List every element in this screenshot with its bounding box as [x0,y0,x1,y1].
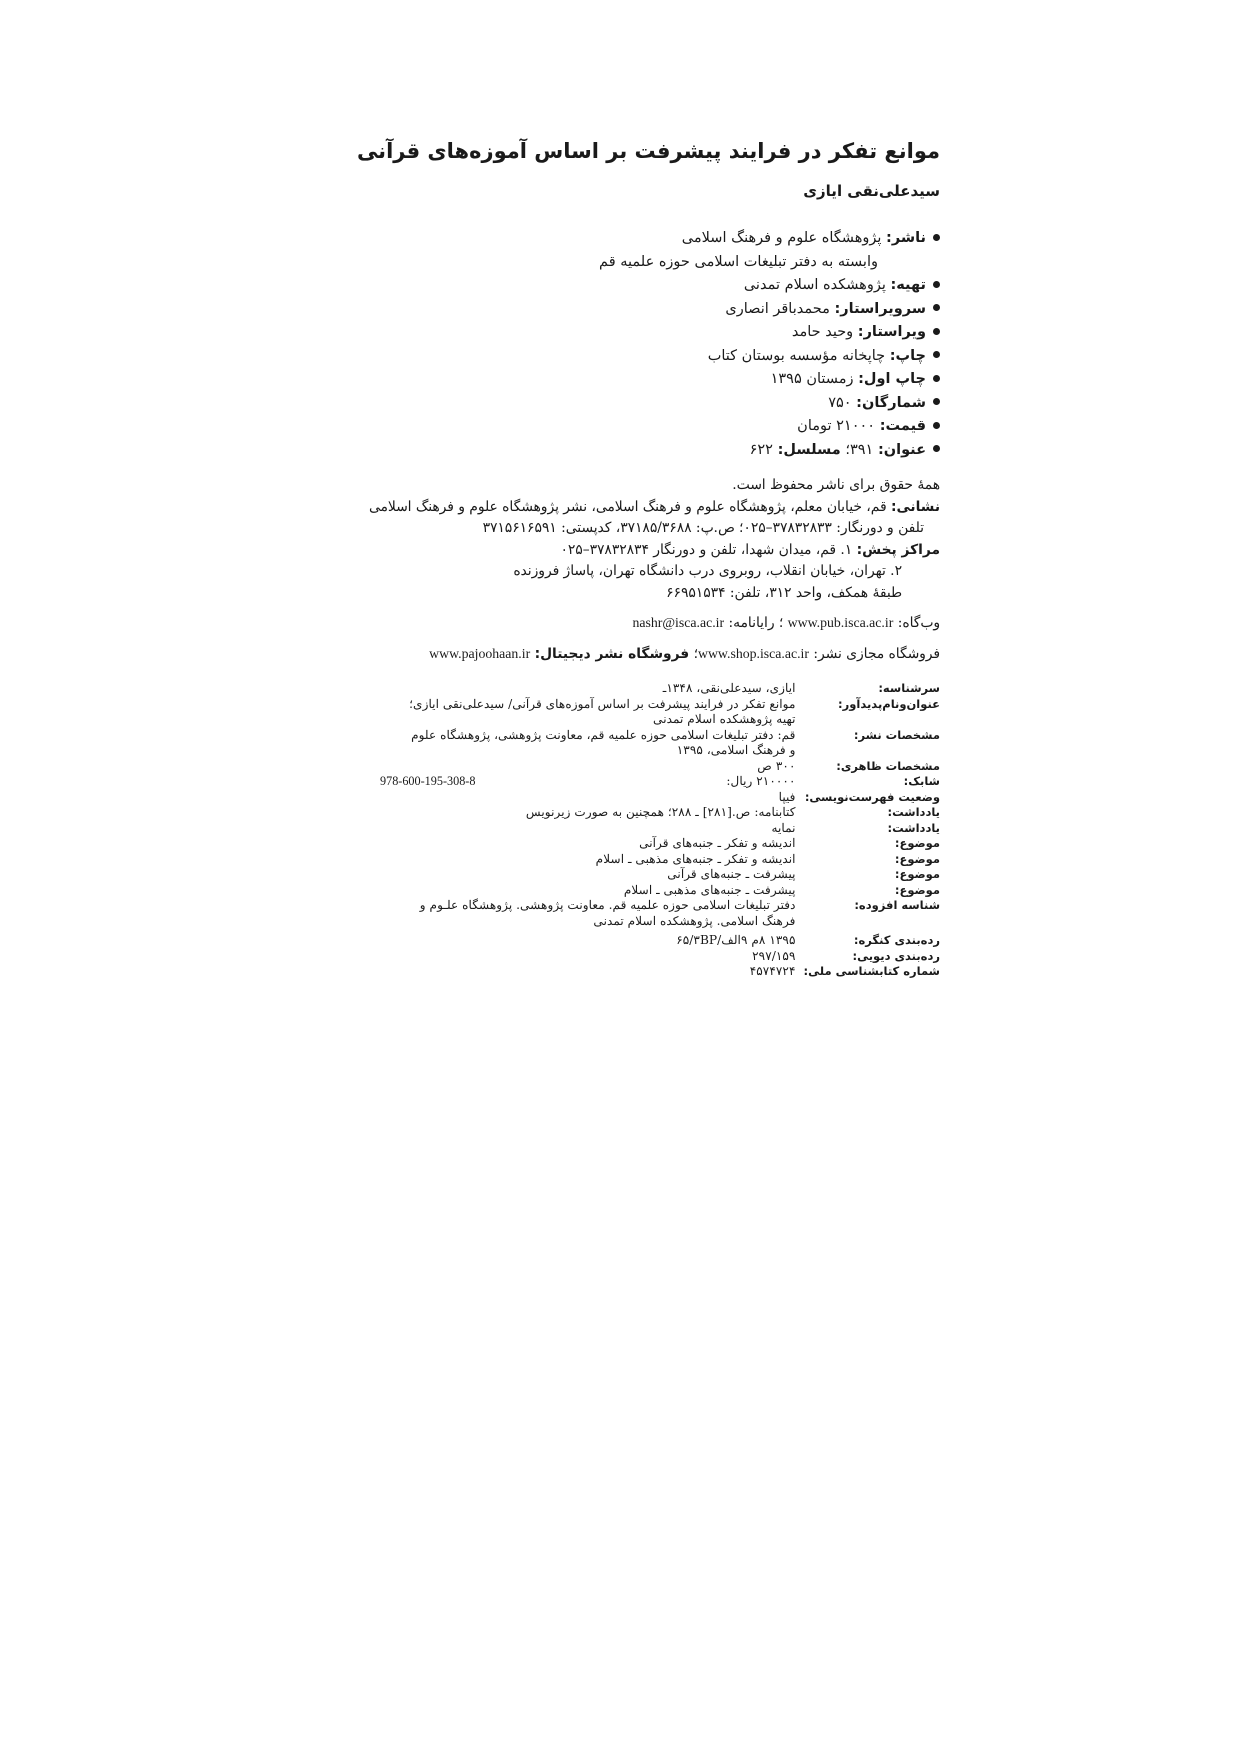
catalog-value-line: ۱۳۹۵ ۸م ۹الف/۶۵/۳BP [676,933,796,947]
catalog-value [380,759,804,775]
catalog-value [380,836,804,852]
bullet-icon [933,328,940,335]
isbn-value: 978-600-195-308-8 [380,774,476,788]
bullet-icon [933,304,940,311]
bullet-icon [933,375,940,382]
catalog-row [380,929,940,949]
catalog-value [380,883,804,899]
catalog-value-line: و فرهنگ اسلامی، ۱۳۹۵ [676,743,796,757]
catalog-row [380,867,940,883]
catalog-key: رده‌بندی کنگره: [853,933,940,947]
catalog-row [380,728,940,759]
imprint-number: عنوان: ۳۹۱؛ مسلسل: ۶۲۲ [420,439,940,463]
catalog-value [380,852,804,868]
website-line: وب‌گاه: www.pub.isca.ac.ir ؛ رایانامه: nashr@isca.ac.ir [632,615,940,631]
book-title: موانع تفکر در فرایند پیشرفت بر اساس آموزه‌های قرآنی [356,139,940,163]
catalog-key: شابک: [903,774,940,788]
catalog-value-line: ۴۵۷۴۷۲۴ [749,964,796,978]
catalog-value [380,867,804,883]
shop-line: فروشگاه مجازی نشر: www.shop.isca.ac.ir؛ فروشگاه نشر دیجیتال: www.pajoohaan.ir [429,645,940,662]
catalog-key: موضوع: [894,867,940,881]
cataloging-table [380,681,940,980]
imprint-chief-editor: سرویراستار: محمدباقر انصاری [420,298,940,322]
imprint-list [420,227,940,462]
catalog-row [380,774,940,790]
catalog-value-line: تهیه پژوهشکده اسلام تمدنی [653,712,796,726]
catalog-value-line: اندیشه و تفکر ـ جنبه‌های مذهبی ـ اسلام [595,851,796,866]
bullet-icon [933,234,940,241]
catalog-key: شناسه افزوده: [854,898,940,912]
bullet-icon [933,351,940,358]
catalog-value-line: موانع تفکر در فرایند پیشرفت بر اساس آموزه‌های قرآنی/ سیدعلی‌نقی ایازی؛ [409,696,796,711]
bullet-icon [933,281,940,288]
catalog-value [380,964,804,980]
catalog-value [380,774,804,790]
bullet-icon [933,422,940,429]
catalog-key: مشخصات ظاهری: [836,758,940,773]
imprint-editor: ویراستار: وحید حامد [420,321,940,345]
catalog-value [380,805,804,821]
rights-reserved: همهٔ حقوق برای ناشر محفوظ است. [732,477,940,493]
catalog-value-line: دفتر تبلیغات اسلامی حوزه علمیه قم. معاونت پژوهشی. پژوهشگاه علـوم و [419,898,796,912]
imprint-publisher: ناشر: پژوهشگاه علوم و فرهنگ اسلامی [420,227,940,251]
catalog-key: وضعیت فهرست‌نویسی: [804,789,940,804]
imprint-first-print: چاپ اول: زمستان ۱۳۹۵ [420,368,940,392]
book-author: سیدعلی‌نقی ایازی [803,182,940,200]
catalog-value [380,728,804,759]
address-line: نشانی: قم، خیابان معلم، پژوهشگاه علوم و فرهنگ اسلامی، نشر پژوهشگاه علوم و فرهنگ اسلامی [368,498,940,515]
catalog-value [380,790,804,806]
catalog-value [380,697,804,728]
catalog-key: مشخصات نشر: [853,727,940,742]
catalog-row [380,949,940,965]
distribution-line: مراکز پخش: ۱. قم، میدان شهدا، تلفن و دورنگار ۳۷۸۳۲۸۳۴–۰۲۵ [560,541,940,558]
imprint-price: قیمت: ۲۱۰۰۰ تومان [420,415,940,439]
catalog-value-line: ۲۹۷/۱۵۹ [752,948,796,963]
catalog-value-line: کتابنامه: ص.[۲۸۱] ـ ۲۸۸؛ همچنین به صورت زیرنویس [525,805,796,819]
imprint-publisher-affiliation: وابسته به دفتر تبلیغات اسلامی حوزه علمیه قم [599,253,878,270]
distribution-line-2: ۲. تهران، خیابان انقلاب، روبروی درب دانشگاه تهران، پاساژ فروزنده [513,563,902,579]
shop-link[interactable]: www.shop.isca.ac.ir [698,645,809,661]
catalog-key: یادداشت: [887,805,940,819]
catalog-key: موضوع: [894,882,940,897]
catalog-value [380,949,804,965]
catalog-value-line: فیپا [778,789,796,804]
catalog-key: شماره کتابشناسی ملی: [803,964,940,978]
catalog-row [380,805,940,821]
imprint-prepared: تهیه: پژوهشکده اسلام تمدنی [420,274,940,298]
bullet-icon [933,445,940,452]
digital-shop-link[interactable]: www.pajoohaan.ir [429,645,531,661]
catalog-key: یادداشت: [887,820,940,835]
catalog-row [380,883,940,899]
distribution-line-2b: طبقهٔ همکف، واحد ۳۱۲، تلفن: ۶۶۹۵۱۵۳۴ [666,584,902,601]
catalog-row [380,964,940,980]
website-link[interactable]: www.pub.isca.ac.ir [787,615,894,630]
cataloging-record [380,681,940,980]
bullet-icon [933,398,940,405]
catalog-value [380,898,804,929]
imprint-print: چاپ: چاپخانه مؤسسه بوستان کتاب [420,345,940,369]
catalog-key: موضوع: [894,851,940,866]
catalog-row [380,898,940,929]
catalog-row [380,836,940,852]
catalog-row [380,697,940,728]
phone-line: تلفن و دورنگار: ۳۷۸۳۲۸۳۳–۰۲۵؛ ص.پ: ۳۷۱۸۵/۳۶۸۸، کدپستی: ۳۷۱۵۶۱۶۵۹۱ [482,520,924,536]
catalog-key: عنوان‌ونام‌پدیدآور: [838,696,940,711]
catalog-value [380,821,804,837]
catalog-price: ۲۱۰۰۰۰ ریال: [726,774,796,788]
catalog-row [380,790,940,806]
catalog-key: رده‌بندی دیویی: [852,948,940,963]
email-link[interactable]: nashr@isca.ac.ir [632,615,725,630]
catalog-value-line: پیشرفت ـ جنبه‌های قرآنی [667,867,796,881]
catalog-row [380,821,940,837]
catalog-value [380,929,804,949]
catalog-key: موضوع: [894,836,940,850]
catalog-value [380,681,804,697]
catalog-value-line: فرهنگ اسلامی. پژوهشکده اسلام تمدنی [593,913,796,928]
catalog-value-line: اندیشه و تفکر ـ جنبه‌های قرآنی [639,836,796,850]
catalog-value-line: ایازی، سیدعلی‌نقی، ۱۳۴۸ـ [662,681,796,695]
catalog-value-line: نمایه [771,820,796,835]
catalog-value-line: قم: دفتر تبلیغات اسلامی حوزه علمیه قم، معاونت پژوهشی، پژوهشگاه علوم [411,727,796,742]
catalog-row [380,759,940,775]
catalog-value-line: ۳۰۰ ص [757,758,796,773]
catalog-row [380,681,940,697]
rights-section [368,475,940,665]
catalog-key: سرشناسه: [878,681,940,695]
catalog-value-line: پیشرفت ـ جنبه‌های مذهبی ـ اسلام [623,882,796,897]
catalog-row [380,852,940,868]
imprint-circulation: شمارگان: ۷۵۰ [420,392,940,416]
